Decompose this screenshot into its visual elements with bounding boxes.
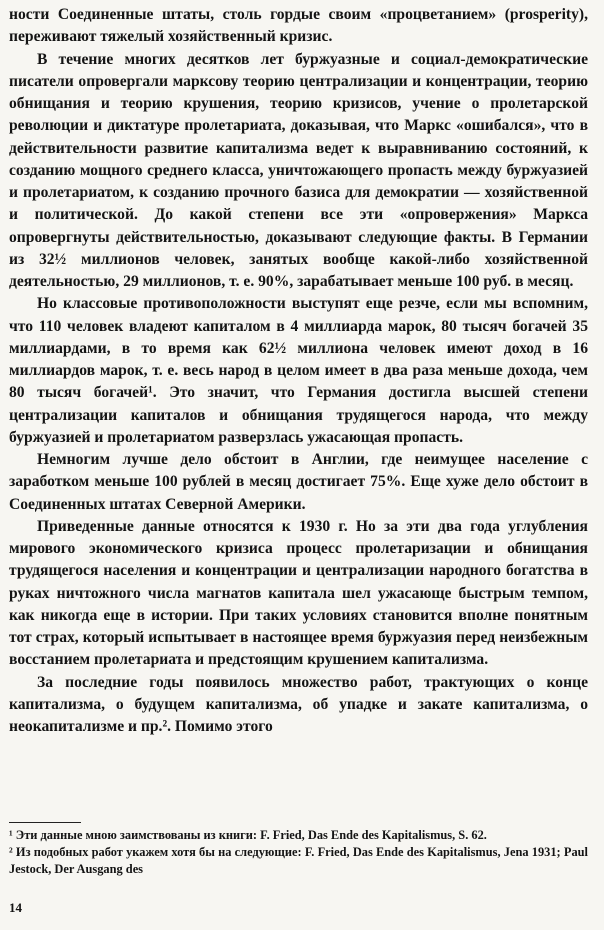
- page-number: 14: [9, 900, 22, 915]
- footnote: ¹ Эти данные мною заимствованы из книги: F. Fried, Das Ende des Kapitalismus, S. 62.: [9, 828, 487, 842]
- paragraph: В течение многих десятков лет буржуазные и социал-демократические писатели опровергали марксову теорию централизации и концентрации, теорию обнищания и теорию крушения, теорию кризисов, учение о пролетарской революции и диктатуре пролетариата, доказывая, что Маркс «ошибался», что в действительности развитие капитализма ведет к выравниванию состояний, к созданию мощного среднего класса, уничтожающего пропасть между буржуазией и пролетариатом, к созданию прочного базиса для демократии — хозяйственной и политической. До какой степени все эти «опровержения» Маркса опровергнуты действительностью, доказывают следующие факты. В Германии из 32½ миллионов человек, занятых вообще какой-либо хозяйственной деятельностью, 29 миллионов, т. е. 90%, зарабатывает меньше 100 руб. в месяц.: [9, 50, 588, 290]
- paragraph: Но классовые противоположности выступят еще резче, если мы вспомним, что 110 человек владеют капиталом в 4 миллиарда марок, 80 тысяч богачей 35 миллиардами, в то время как 62½ миллиона человек имеют доход в 16 миллиардов марок, т. е. весь народ в целом имеет в два раза меньше дохода, чем 80 тысяч богачей¹. Это значит, что Германия достигла высшей степени централизации капиталов и обнищания трудящегося народа, что между буржуазией и пролетариатом разверзлась ужасающая пропасть.: [9, 295, 588, 446]
- paragraph: Немногим лучше дело обстоит в Англии, где неимущее население с заработком меньше 100 рублей в месяц достигает 75%. Еще хуже дело обстоит в Соединенных штатах Северной Америки.: [9, 451, 588, 513]
- paragraph: Приведенные данные относятся к 1930 г. Но за эти два года углубления мирового экономического кризиса процесс пролетаризации и обнищания трудящегося населения и концентрации и централизации народного богатства в руках ничтожного числа магнатов капитала шел ужасающе быстрым темпом, как никогда еще в истории. При таких условиях становится вполне понятным тот страх, который испытывает в настоящее время буржуазия перед неизбежным восстанием пролетариата и предстоящим крушением капитализма.: [9, 517, 588, 669]
- footnote: ² Из подобных работ укажем хотя бы на следующие: F. Fried, Das Ende des Kapitalismus, Jena 1931; Paul Jestock, Der Ausgang des: [9, 844, 588, 876]
- paragraph: ности Соединенные штаты, столь гордые своим «процветанием» (prosperity), переживают тяжелый хозяйственный кризис.: [9, 6, 588, 46]
- footnote-divider: [9, 822, 81, 823]
- paragraph: За последние годы появилось множество работ, трактующих о конце капитализма, о будущем капитализма, об упадке и закате капитализма, о неокапитализме и пр.². Помимо этого: [9, 673, 588, 735]
- footnotes: [9, 827, 588, 877]
- main-text: [9, 4, 588, 738]
